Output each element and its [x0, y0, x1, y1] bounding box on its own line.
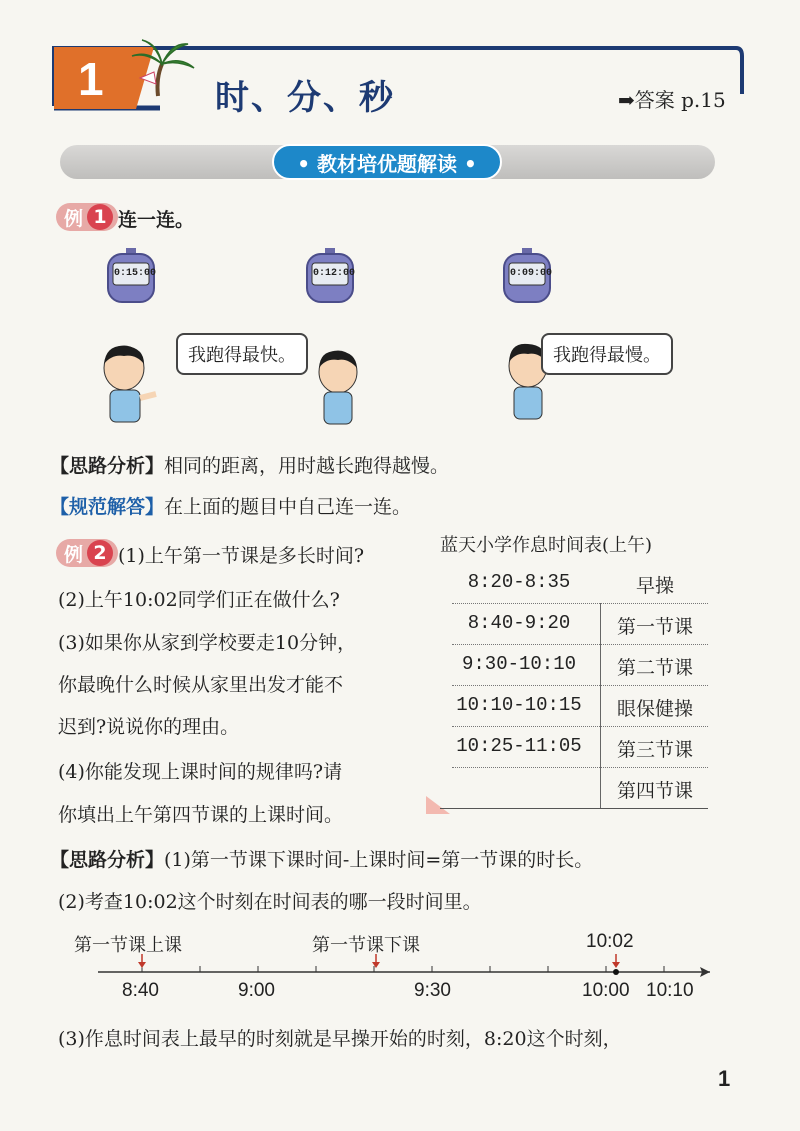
table-row — [440, 563, 708, 604]
timeline-label-point: 10:02 — [586, 931, 634, 952]
answer-text: 在上面的题目中自己连一连。 — [164, 496, 412, 518]
schedule-title: 蓝天小学作息时间表(上午) — [440, 535, 653, 556]
analysis-label: 【思路分析】 — [50, 455, 165, 477]
example-2-analysis-3: (3)作息时间表上最早的时刻就是早操开始的时刻，8:20这个时刻， — [58, 1028, 622, 1050]
row-activity: 第一节课 — [616, 616, 693, 638]
stopwatch-2 — [303, 248, 357, 306]
speech-bubble-fastest: 我跑得最快。 — [176, 333, 308, 375]
analysis-label: 【思路分析】 — [50, 849, 165, 871]
table-row — [440, 645, 708, 686]
example-1-prompt: 连一连。 — [118, 209, 195, 231]
timeline-label-end: 第一节课下课 — [312, 935, 420, 956]
question-3-line-1: (3)如果你从家到学校要走10分钟， — [58, 632, 357, 654]
page-number: 1 — [718, 1066, 731, 1091]
stopwatch-3 — [500, 248, 554, 306]
question-1: (1)上午第一节课是多长时间? — [118, 545, 365, 567]
table-row — [440, 686, 708, 727]
question-3-line-2: 你最晚什么时候从家里出发才能不 — [58, 674, 344, 696]
row-time: 10:25-11:05 — [456, 735, 582, 757]
timeline-tick-label: 10:00 — [582, 980, 630, 1001]
timeline-tick-label: 9:00 — [238, 980, 275, 1001]
timeline-tick-label: 10:10 — [646, 980, 694, 1001]
palm-tree-icon — [128, 38, 198, 98]
example-2-tag-label: 例 — [64, 543, 84, 566]
example-1-analysis — [50, 451, 449, 478]
answer-reference[interactable]: ➡答案 p.15 — [618, 88, 726, 112]
table-row — [440, 604, 708, 645]
speech-bubble-slowest: 我跑得最慢。 — [541, 333, 673, 375]
question-2: (2)上午10:02同学们正在做什么? — [58, 589, 340, 611]
row-activity: 第二节课 — [616, 657, 693, 679]
example-2-analysis-1 — [50, 845, 593, 872]
chapter-title: 时、分、秒 — [215, 78, 395, 118]
row-activity: 第三节课 — [616, 739, 693, 761]
timeline-tick-label: 8:40 — [122, 980, 159, 1001]
section-banner: • 教材培优题解读 • — [272, 144, 502, 180]
example-1-tag — [56, 203, 118, 231]
example-2-tag — [56, 539, 118, 567]
row-time: 10:10-10:15 — [456, 694, 582, 716]
question-3-line-3: 迟到?说说你的理由。 — [58, 716, 240, 738]
analysis-text: (1)第一节课下课时间-上课时间=第一节课的时长。 — [164, 849, 594, 871]
stopwatch-3-reading: 0:09:00 — [510, 268, 553, 279]
answer-label: 【规范解答】 — [50, 496, 165, 518]
row-activity: 早操 — [635, 575, 674, 597]
example-1-tag-label: 例 — [64, 207, 84, 230]
stopwatch-2-reading: 0:12:00 — [313, 268, 356, 279]
timeline-label-start: 第一节课上课 — [74, 935, 182, 956]
example-2-number: 2 — [87, 540, 113, 566]
example-1-number: 1 — [87, 204, 113, 230]
chapter-number: 1 — [78, 53, 104, 105]
stopwatch-1-reading: 0:15:00 — [114, 268, 157, 279]
row-time: 8:20-8:35 — [467, 571, 571, 593]
example-1-answer — [50, 492, 411, 519]
boy-figure-1 — [96, 342, 160, 428]
question-4-line-1: (4)你能发现上课时间的规律吗?请 — [58, 761, 343, 783]
example-2-analysis-2: (2)考查10:02这个时刻在时间表的哪一段时间里。 — [58, 891, 482, 913]
timeline-tick-label: 9:30 — [414, 980, 451, 1001]
analysis-text: 相同的距离，用时越长跑得越慢。 — [164, 455, 450, 477]
row-time: 8:40-9:20 — [467, 612, 571, 634]
row-activity: 眼保健操 — [616, 698, 693, 720]
boy-figure-2 — [306, 348, 370, 428]
row-activity: 第四节课 — [616, 780, 693, 802]
table-row — [440, 727, 708, 768]
question-4-line-2: 你填出上午第四节课的上课时间。 — [58, 804, 344, 826]
stopwatch-1 — [104, 248, 158, 306]
timeline-axis — [90, 952, 720, 982]
row-time: 9:30-10:10 — [461, 653, 577, 675]
table-row — [440, 768, 708, 809]
